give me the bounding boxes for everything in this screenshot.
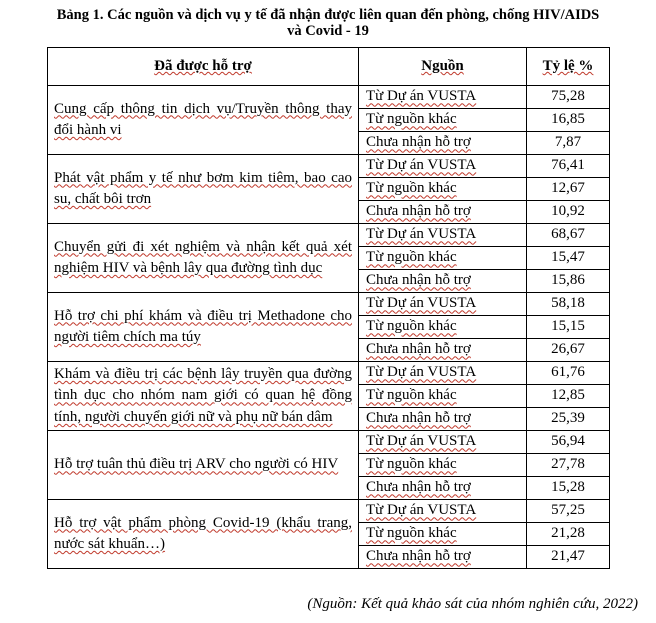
header-support: Đã được hỗ trợ xyxy=(48,48,359,86)
source-cell xyxy=(359,454,527,477)
source-label: Từ Dự án VUSTA xyxy=(366,364,477,381)
support-cell xyxy=(48,86,359,155)
source-cell xyxy=(359,500,527,523)
source-cell xyxy=(359,385,527,408)
rate-cell: 26,67 xyxy=(527,339,610,362)
rate-cell: 27,78 xyxy=(527,454,610,477)
source-cell xyxy=(359,362,527,385)
support-cell xyxy=(48,500,359,569)
rate-cell: 15,47 xyxy=(527,247,610,270)
source-label: Từ Dự án VUSTA xyxy=(366,433,477,450)
source-label: Từ nguồn khác xyxy=(366,387,457,404)
rate-cell: 12,85 xyxy=(527,385,610,408)
source-cell xyxy=(359,523,527,546)
rate-cell: 58,18 xyxy=(527,293,610,316)
source-cell xyxy=(359,408,527,431)
rate-cell: 21,47 xyxy=(527,546,610,569)
data-table xyxy=(47,47,610,569)
rate-cell: 21,28 xyxy=(527,523,610,546)
support-cell xyxy=(48,224,359,293)
source-label: Từ nguồn khác xyxy=(366,525,457,542)
source-cell xyxy=(359,224,527,247)
support-cell xyxy=(48,293,359,362)
support-cell xyxy=(48,431,359,500)
source-cell xyxy=(359,247,527,270)
source-label: Từ Dự án VUSTA xyxy=(366,88,477,105)
rate-cell: 10,92 xyxy=(527,201,610,224)
rate-cell: 61,76 xyxy=(527,362,610,385)
support-label: Phát vật phẩm y tế như bơm kim tiêm, bao cao su, chất bôi trơn xyxy=(54,169,352,207)
source-cell xyxy=(359,155,527,178)
source-label: Từ Dự án VUSTA xyxy=(366,226,477,243)
source-cell xyxy=(359,477,527,500)
table-row xyxy=(48,224,610,247)
header-row xyxy=(48,48,610,86)
table-row xyxy=(48,431,610,454)
header-rate: Tỷ lệ % xyxy=(527,48,610,86)
rate-cell: 57,25 xyxy=(527,500,610,523)
source-cell xyxy=(359,109,527,132)
header-source: Nguồn xyxy=(359,48,527,86)
source-label: Chưa nhận hỗ trợ xyxy=(366,341,471,358)
source-label: Chưa nhận hỗ trợ xyxy=(366,203,471,220)
rate-cell: 56,94 xyxy=(527,431,610,454)
rate-cell: 15,28 xyxy=(527,477,610,500)
table-body xyxy=(48,86,610,569)
support-label: Hỗ trợ vật phẩm phòng Covid-19 (khẩu trang, nước sát khuẩn…) xyxy=(54,514,352,552)
source-cell xyxy=(359,316,527,339)
support-label: Hỗ trợ chi phí khám và điều trị Methadone cho người tiêm chích ma túy xyxy=(54,307,352,345)
source-label: Chưa nhận hỗ trợ xyxy=(366,272,471,289)
table-row xyxy=(48,293,610,316)
source-label: Từ nguồn khác xyxy=(366,180,457,197)
source-label: Từ Dự án VUSTA xyxy=(366,502,477,519)
source-label: Từ nguồn khác xyxy=(366,318,457,335)
source-label: Từ Dự án VUSTA xyxy=(366,295,477,312)
rate-cell: 25,39 xyxy=(527,408,610,431)
rate-cell: 76,41 xyxy=(527,155,610,178)
table-title-line-1: Bảng 1. Các nguồn và dịch vụ y tế đã nhận được liên quan đến phòng, chống HIV/AIDS xyxy=(56,7,600,23)
support-label: Cung cấp thông tin dịch vụ/Truyền thông thay đổi hành vi xyxy=(54,100,352,138)
rate-cell: 7,87 xyxy=(527,132,610,155)
source-label: Chưa nhận hỗ trợ xyxy=(366,548,471,565)
rate-cell: 15,15 xyxy=(527,316,610,339)
table-row xyxy=(48,155,610,178)
support-label: Chuyển gửi đi xét nghiệm và nhận kết quả xét nghiệm HIV và bệnh lây qua đường tình dục xyxy=(54,238,352,276)
source-label: Chưa nhận hỗ trợ xyxy=(366,410,471,427)
table-row xyxy=(48,500,610,523)
source-label: Từ nguồn khác xyxy=(366,249,457,266)
support-cell xyxy=(48,155,359,224)
rate-cell: 75,28 xyxy=(527,86,610,109)
source-cell xyxy=(359,546,527,569)
support-cell xyxy=(48,362,359,431)
source-cell xyxy=(359,270,527,293)
source-label: Từ Dự án VUSTA xyxy=(366,157,477,174)
support-label: Hỗ trợ tuân thủ điều trị ARV cho người có HIV xyxy=(54,456,339,473)
rate-cell: 15,86 xyxy=(527,270,610,293)
source-cell xyxy=(359,178,527,201)
source-note: (Nguồn: Kết quả khảo sát của nhóm nghiên cứu, 2022) xyxy=(307,596,638,612)
source-cell xyxy=(359,339,527,362)
table-title xyxy=(0,7,656,39)
table-title-line-2: và Covid - 19 xyxy=(287,23,369,39)
source-cell xyxy=(359,201,527,224)
source-cell xyxy=(359,132,527,155)
source-label: Từ nguồn khác xyxy=(366,456,457,473)
rate-cell: 68,67 xyxy=(527,224,610,247)
source-label: Chưa nhận hỗ trợ xyxy=(366,134,471,151)
table-row xyxy=(48,362,610,385)
source-cell xyxy=(359,86,527,109)
table-row xyxy=(48,86,610,109)
support-label: Khám và điều trị các bệnh lây truyền qua đường tình dục cho nhóm nam giới có quan hệ đồng tính, người chuyển giới nữ và phụ nữ bán dâm xyxy=(54,365,352,425)
source-cell xyxy=(359,431,527,454)
source-label: Từ nguồn khác xyxy=(366,111,457,128)
rate-cell: 12,67 xyxy=(527,178,610,201)
rate-cell: 16,85 xyxy=(527,109,610,132)
source-cell xyxy=(359,293,527,316)
source-label: Chưa nhận hỗ trợ xyxy=(366,479,471,496)
